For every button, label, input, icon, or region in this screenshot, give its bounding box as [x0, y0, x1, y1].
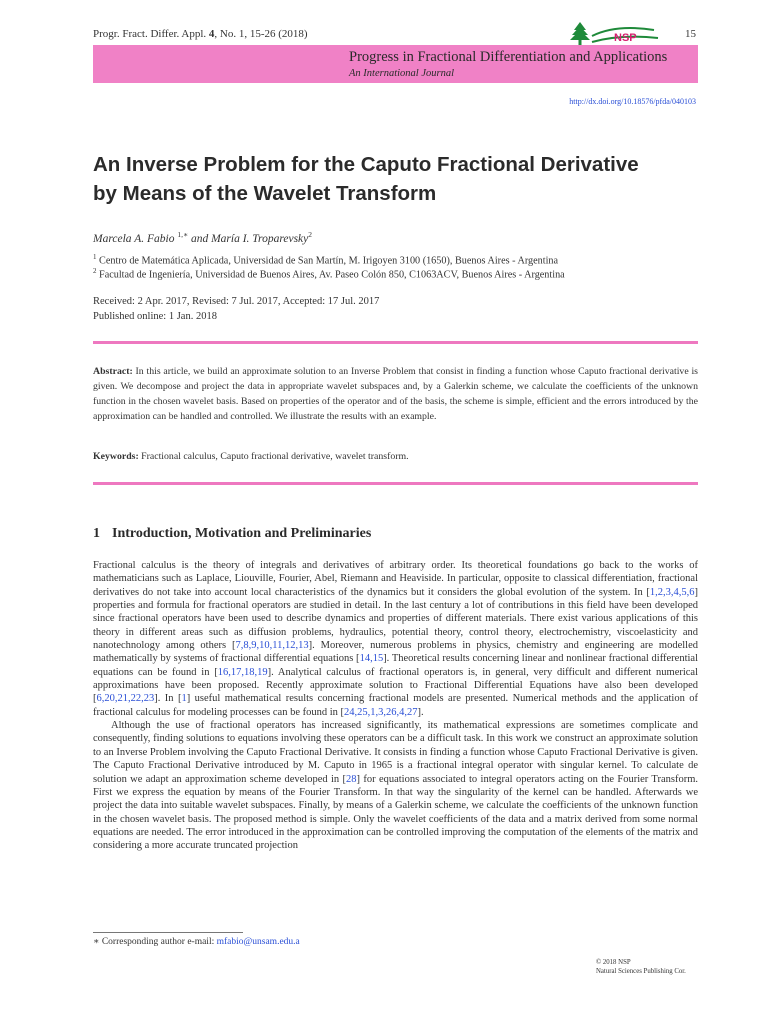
running-head: Progr. Fract. Differ. Appl. 4, No. 1, 15-26 (2018) [93, 28, 308, 40]
citation[interactable]: 16,17,18,19 [217, 666, 268, 678]
email-link[interactable]: mfabio@unsam.edu.a [216, 937, 300, 947]
title-line-1: An Inverse Problem for the Caputo Fractional Derivative [93, 153, 639, 176]
citation[interactable]: 28 [346, 773, 357, 785]
copyright: © 2018 NSP Natural Sciences Publishing Cor. [596, 959, 686, 975]
publisher-logo [566, 20, 664, 46]
tree-icon [566, 20, 664, 46]
affiliation-1: $^1$ Centro de Matemática Aplicada, Universidad de San Martín, M. Irigoyen 3100 (1650), Buenos Aires - Argentina [93, 253, 559, 267]
title-line-2: by Means of the Wavelet Transform [93, 182, 437, 205]
citation[interactable]: 1 [181, 693, 187, 705]
author-2: María I. Troparevsky [211, 232, 309, 245]
paragraph-2: Although the use of fractional operators has increased significantly, its mathematical expressions are sometimes complicate and consequently, finding solutions to equations involving these operators can be a difficult task. In this work we construct an approximate solution to an Inverse Problem involving the Caputo Fractional Derivative. It consists in finding a function whose Caputo Fractional Derivative is given. The Caputo Fractional Derivative introduced by M. Caputo in 1965 is a fractional integral operator with singular kernel. To calculate de solution we adapt an approximation scheme developed in [28] for equations associated to integral operators acting on the Fourier Transform. First we express the equation by means of the Fourier Transform. In that way the singularity of the kernel can be handled. Afterwards we project the data into suitable wavelet subspaces. Finally, by means of a Galerkin scheme, we calculate the coefficients of the unknown function in the chosen wavelet basis. The proposed method is simple. Only the wavelet coefficients of the data and a matrix derived from some normal equations are needed. The error introduced in the approximation can be controlled improving the computation of the elements of the matrix and considering a more accurate truncated projection [93, 720, 698, 852]
citation[interactable]: 14,15 [359, 653, 384, 665]
abstract-label: Abstract: [93, 366, 133, 377]
doi-link[interactable]: http://dx.doi.org/10.18576/pfda/040103 [569, 97, 696, 106]
affiliation-2: $^2$ Facultad de Ingeniería, Universidad de Buenos Aires, Av. Paseo Colón 850, C1063ACV, Buenos Aires - Argentina [93, 267, 565, 281]
page-number: 15 [685, 28, 696, 40]
article-title [93, 150, 713, 208]
authors: Marcela A. Fabio $^{1,∗}$ and María I. Troparevsky$^2$ [93, 230, 313, 245]
published-date: Published online: 1 Jan. 2018 [93, 311, 217, 322]
section-heading: 1 Introduction, Motivation and Preliminaries [93, 526, 372, 541]
top-rule [93, 341, 698, 344]
journal-title: Progress in Fractional Differentiation and Applications [349, 49, 668, 65]
bottom-rule [93, 482, 698, 485]
citation[interactable]: 24,25,1,3,26,4,27 [344, 706, 418, 718]
footnote: ∗ Corresponding author e-mail: mfabio@unsam.edu.a [93, 937, 300, 947]
keywords: Keywords: Fractional calculus, Caputo fractional derivative, wavelet transform. [93, 451, 409, 462]
citation[interactable]: 6,20,21,22,23 [96, 693, 155, 705]
citation[interactable]: 7,8,9,10,11,12,13 [235, 640, 309, 652]
journal-subtitle: An International Journal [349, 68, 454, 79]
received-dates: Received: 2 Apr. 2017, Revised: 7 Jul. 2017, Accepted: 17 Jul. 2017 [93, 296, 380, 307]
abstract-text: In this article, we build an approximate solution to an Inverse Problem that consist in finding a function whose Caputo fractional derivative is given. We decompose and project the data in appropriate wavelet subspaces and, by a Galerkin scheme, we calculate the coefficients of the unknown function in the chosen wavelet basis. Based on properties of the operator and of the basis, the scheme is simple, efficient and the errors introduced by the approximation can be handled and controlled. We illustrate the results with an example. [93, 366, 698, 422]
citation[interactable]: 1,2,3,4,5,6 [649, 586, 695, 598]
abstract [93, 364, 698, 424]
body-text [93, 559, 698, 853]
logo-text: NSP [614, 32, 637, 44]
footnote-rule [93, 932, 243, 933]
paragraph-1: Fractional calculus is the theory of integrals and derivatives of arbitrary order. Its theoretical foundations go back to the works of mathematicians such as Laplace, Liouville, Fourier, Abel, Riemann and Heaviside. In particular, opposite to classical differentiation, fractional derivatives do not take into account local characteristics of the dynamics but it considers the global evolution of the system. In [1,2,3,4,5,6] properties and formula for fractional operators are studied in detail. In the last century a lot of contributions in this field have been developed since fractional operators have been used to describe dynamics and properties of different materials. There exist various applications of this theory in different areas such as diffusion problems, hydraulics, potential theory, control theory, electrochemistry, viscoelasticity and nanotechnology among others [7,8,9,10,11,12,13]. Moreover, numerous problems in physics, chemistry and engineering are modelled mathematically by systems of fractional differential equations [14,15]. Theoretical results concerning linear and nonlinear fractional differential equations can be found in [16,17,18,19]. Analytical calculus of fractional operators is, in general, very difficult and different numerical approximations have been proposed. Recently approximate solution to Fractional Differential Equations have also been developed [6,20,21,22,23]. In [1] useful mathematical results concerning fractional models are presented. Numerical methods and the application of fractional calculus for modeling processes can be found in [24,25,1,3,26,4,27]. [93, 560, 699, 718]
author-1: Marcela A. Fabio [93, 232, 175, 245]
